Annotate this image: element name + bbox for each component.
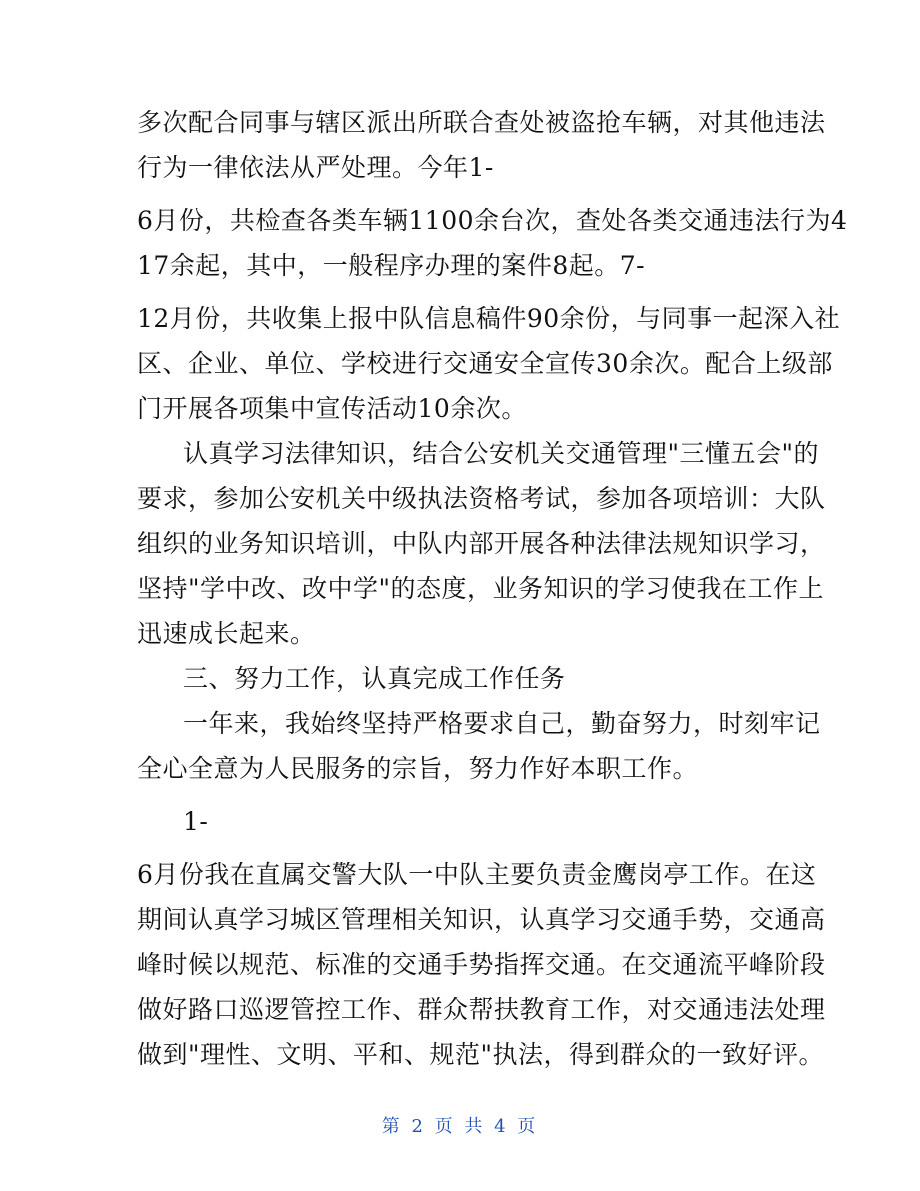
text-line: 做好路口巡逻管控工作、群众帮扶教育工作，对交通违法处理 (137, 995, 826, 1024)
text-line: 迅速成长起来。 (137, 619, 316, 648)
text-line: 要求，参加公安机关中级执法资格考试，参加各项培训：大队 (137, 484, 826, 513)
paragraph-start-line: 一年来，我始终坚持严格要求自己，勤奋努力，时刻牢记 (183, 709, 821, 738)
text-line: 坚持"学中改、改中学"的态度，业务知识的学习使我在工作上 (137, 574, 825, 603)
text-line: 做到"理性、文明、平和、规范"执法，得到群众的一致好评。 (137, 1040, 825, 1069)
paragraph-start-line: 认真学习法律知识，结合公安机关交通管理"三懂五会"的 (183, 439, 820, 468)
section-heading: 三、努力工作，认真完成工作任务 (183, 664, 566, 693)
text-line: 多次配合同事与辖区派出所联合查处被盗抢车辆，对其他违法 (137, 108, 826, 137)
text-line: 17余起，其中，一般程序办理的案件8起。7- (137, 251, 646, 280)
text-line: 峰时候以规范、标准的交通手势指挥交通。在交通流平峰阶段 (137, 950, 826, 979)
text-line: 组织的业务知识培训，中队内部开展各种法律法规知识学习， (137, 529, 826, 558)
document-body (137, 100, 848, 1077)
paragraph-start-line: 1- (183, 807, 209, 836)
text-line: 门开展各项集中宣传活动10余次。 (137, 394, 527, 423)
text-line: 6月份，共检查各类车辆1100余台次，查处各类交通违法行为4 (137, 206, 848, 235)
text-line: 区、企业、单位、学校进行交通安全宣传30余次。配合上级部 (137, 349, 833, 378)
text-line: 全心全意为人民服务的宗旨，努力作好本职工作。 (137, 754, 699, 783)
text-line: 12月份，共收集上报中队信息稿件90余份，与同事一起深入社 (137, 304, 841, 333)
text-line: 行为一律依法从严处理。今年1- (137, 153, 494, 182)
text-line: 期间认真学习城区管理相关知识，认真学习交通手势，交通高 (137, 905, 826, 934)
page-number-footer: 第 2 页 共 4 页 (381, 1116, 539, 1137)
text-line: 6月份我在直属交警大队一中队主要负责金鹰岗亭工作。在这 (137, 860, 817, 889)
